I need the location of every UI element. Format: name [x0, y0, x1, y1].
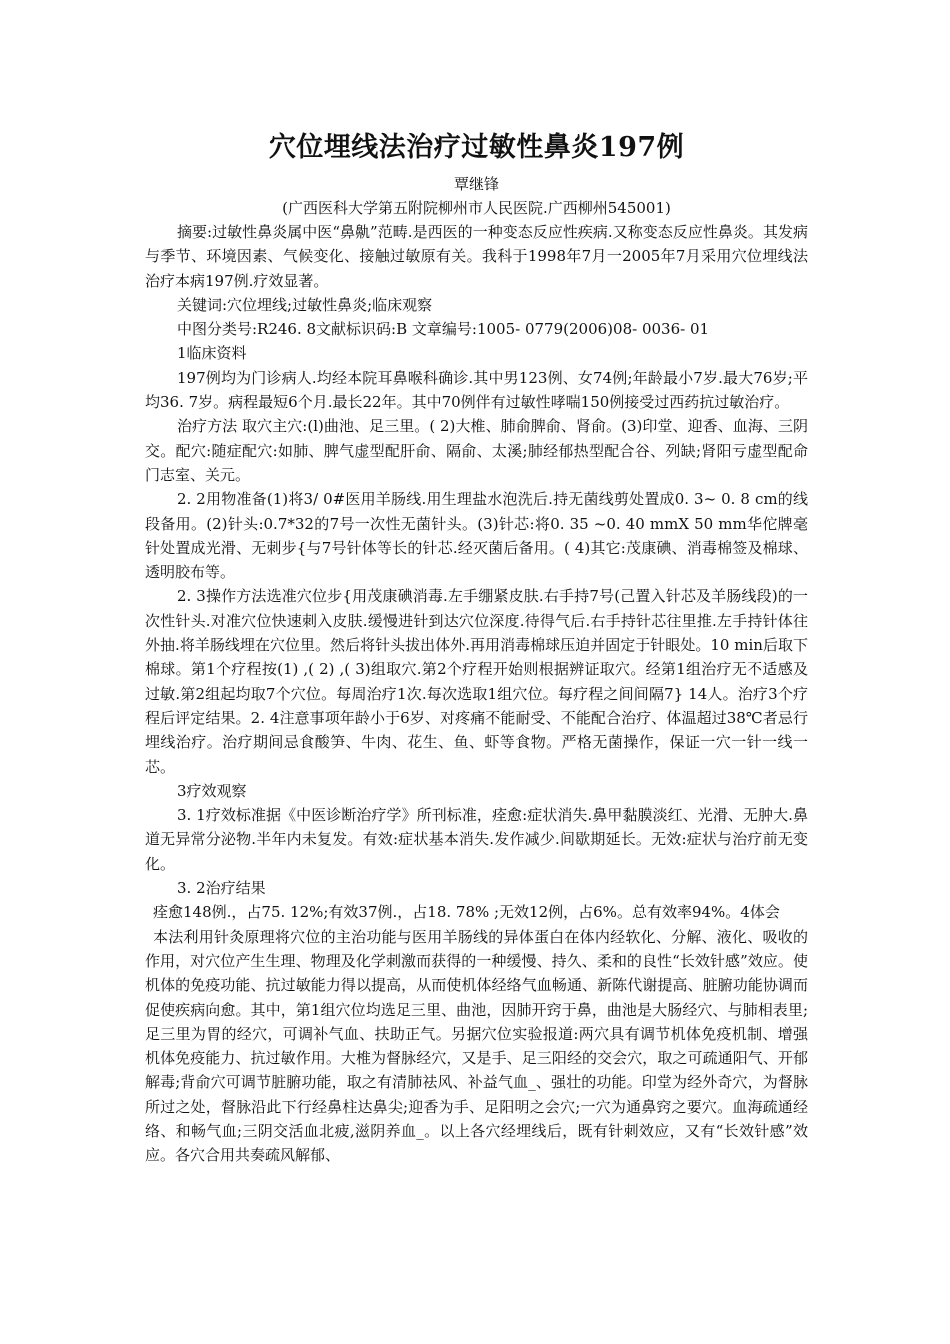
section-heading-efficacy: 3疗效观察: [177, 781, 247, 800]
section-heading-clinical-data: 1临床资料: [177, 344, 247, 363]
clinical-data-paragraph: 197例均为门诊病人.均经本院耳鼻喉科确诊.其中男123例、女74例;年龄最小7岁.最大76岁;平均36. 7岁。病程最短6个月.最长22年。其中70例伴有过敏性哮喘150例接受过西药抗过敏治疗。: [145, 368, 808, 412]
abstract-paragraph: 摘要:过敏性鼻炎属中医“鼻鼽”范畴.是西医的一种变态反应性疾病.又称变态反应性鼻炎。其发病与季节、环境因素、气候变化、接触过敏原有关。我科于1998年7月一2005年7月采用穴位埋线法治疗本病197例.疗效显著。: [145, 223, 808, 290]
article-page: [145, 128, 808, 1168]
author-affiliation: (广西医科大学第五附院柳州市人民医院.广西柳州545001): [282, 199, 671, 217]
efficacy-criteria-paragraph: 3. 1疗效标准据《中医诊断治疗学》所刊标准，痊愈:症状消失.鼻甲黏膜淡红、光滑、无肿大.鼻道无异常分泌物.半年内未复发。有效:症状基本消失.发作减少.间歇期延长。无效:症状与治疗前无变化。: [145, 806, 808, 873]
author-name: 覃继锋: [453, 175, 499, 193]
section-heading-results: 3. 2治疗结果: [177, 879, 266, 898]
materials-paragraph: 2. 2用物准备(1)将3/ 0#医用羊肠线.用生理盐水泡洗后.持无菌线剪处置成0. 3~ 0. 8 cm的线段备用。(2)针头:0.7*32的7号一次性无菌针头。(3)针芯:将0. 35 ~0. 40 mmX 50 mm华佗牌毫针处置成光滑、无刺步{与7号针体等长的针芯.经灭菌后备用。( 4)其它:茂康碘、消毒棉签及棉球、透明胶布等。: [145, 490, 808, 582]
discussion-paragraph: 本法利用针灸原理将穴位的主治功能与医用羊肠线的异体蛋白在体内经软化、分解、液化、吸收的作用，对穴位产生生理、物理及化学刺激而获得的一种缓慢、持久、柔和的良性“长效针感”效应。使机体的免疫功能、抗过敏能力得以提高，从而使机体经络气血畅通、新陈代谢提高、脏腑功能协调而促使疾病向愈。其中，第1组穴位均选足三里、曲池，因肺开窍于鼻，曲池是大肠经穴、与肺相表里;足三里为胃的经穴，可调补气血、扶助正气。另据穴位实验报道:两穴具有调节机体免疫机制、增强机体免疫能力、抗过敏作用。大椎为督脉经穴，又是手、足三阳经的交会穴，取之可疏通阳气、开郁解毒;背俞穴可调节脏腑功能，取之有清肺祛风、补益气血_、强壮的功能。印堂为经外奇穴，为督脉所过之处，督脉沿此下行经鼻柱达鼻尖;迎香为手、足阳明之会穴;一穴为通鼻窍之要穴。血海疏通经络、和畅气血;三阴交活血北疲,滋阴养血_。以上各穴经埋线后，既有针刺效应，又有“长效针感”效应。各穴合用共奏疏风解郁、: [145, 927, 808, 1165]
keywords-line: 关键词:穴位埋线;过敏性鼻炎;临床观察: [177, 295, 433, 314]
treatment-method-paragraph: 治疗方法 取穴主穴:(l)曲池、足三里。( 2)大椎、肺俞脾俞、肾俞。(3)印堂、迎香、血海、三阴交。配穴:随症配穴:如肺、脾气虚型配肝俞、隔俞、太溪;肺经郁热型配合谷、列缺;肾阳亏虚型配命门志室、关元。: [145, 417, 808, 484]
procedure-paragraph: 2. 3操作方法选准穴位步{用茂康碘消毒.左手绷紧皮肤.右手持7号(己置入针芯及羊肠线段)的一次性针头.对准穴位快速刺入皮肤.缓慢进针到达穴位深度.待得气后.右手持针芯往里推.左手持针体往外抽.将羊肠线埋在穴位里。然后将针头拔出体外.再用消毒棉球压迫并固定于针眼处。10 min后取下棉球。第1个疗程按(1) ,( 2) ,( 3)组取穴.第2个疗程开始则根据辨证取穴。经第1组治疗无不适感及过敏.第2组起均取7个穴位。每周治疗1次.每次选取1组穴位。每疗程之间间隔7} 14人。治疗3个疗程后评定结果。2. 4注意事项年龄小于6岁、对疼痛不能耐受、不能配合治疗、体温超过38℃者忌行埋线治疗。治疗期间忌食酸笋、牛肉、花生、鱼、虾等食物。严格无菌操作，保证一穴一针一线一芯。: [145, 587, 808, 776]
results-paragraph: 痊愈148例.，占75. 12%;有效37例.，占18. 78% ;无效12例，占6%。总有效率94%。4体会: [153, 903, 780, 922]
article-title: 穴位埋线法治疗过敏性鼻炎197例: [268, 132, 685, 163]
classification-line: 中图分类号:R246. 8文献标识码:B 文章编号:1005- 0779(2006)08- 0036- 01: [177, 320, 710, 339]
